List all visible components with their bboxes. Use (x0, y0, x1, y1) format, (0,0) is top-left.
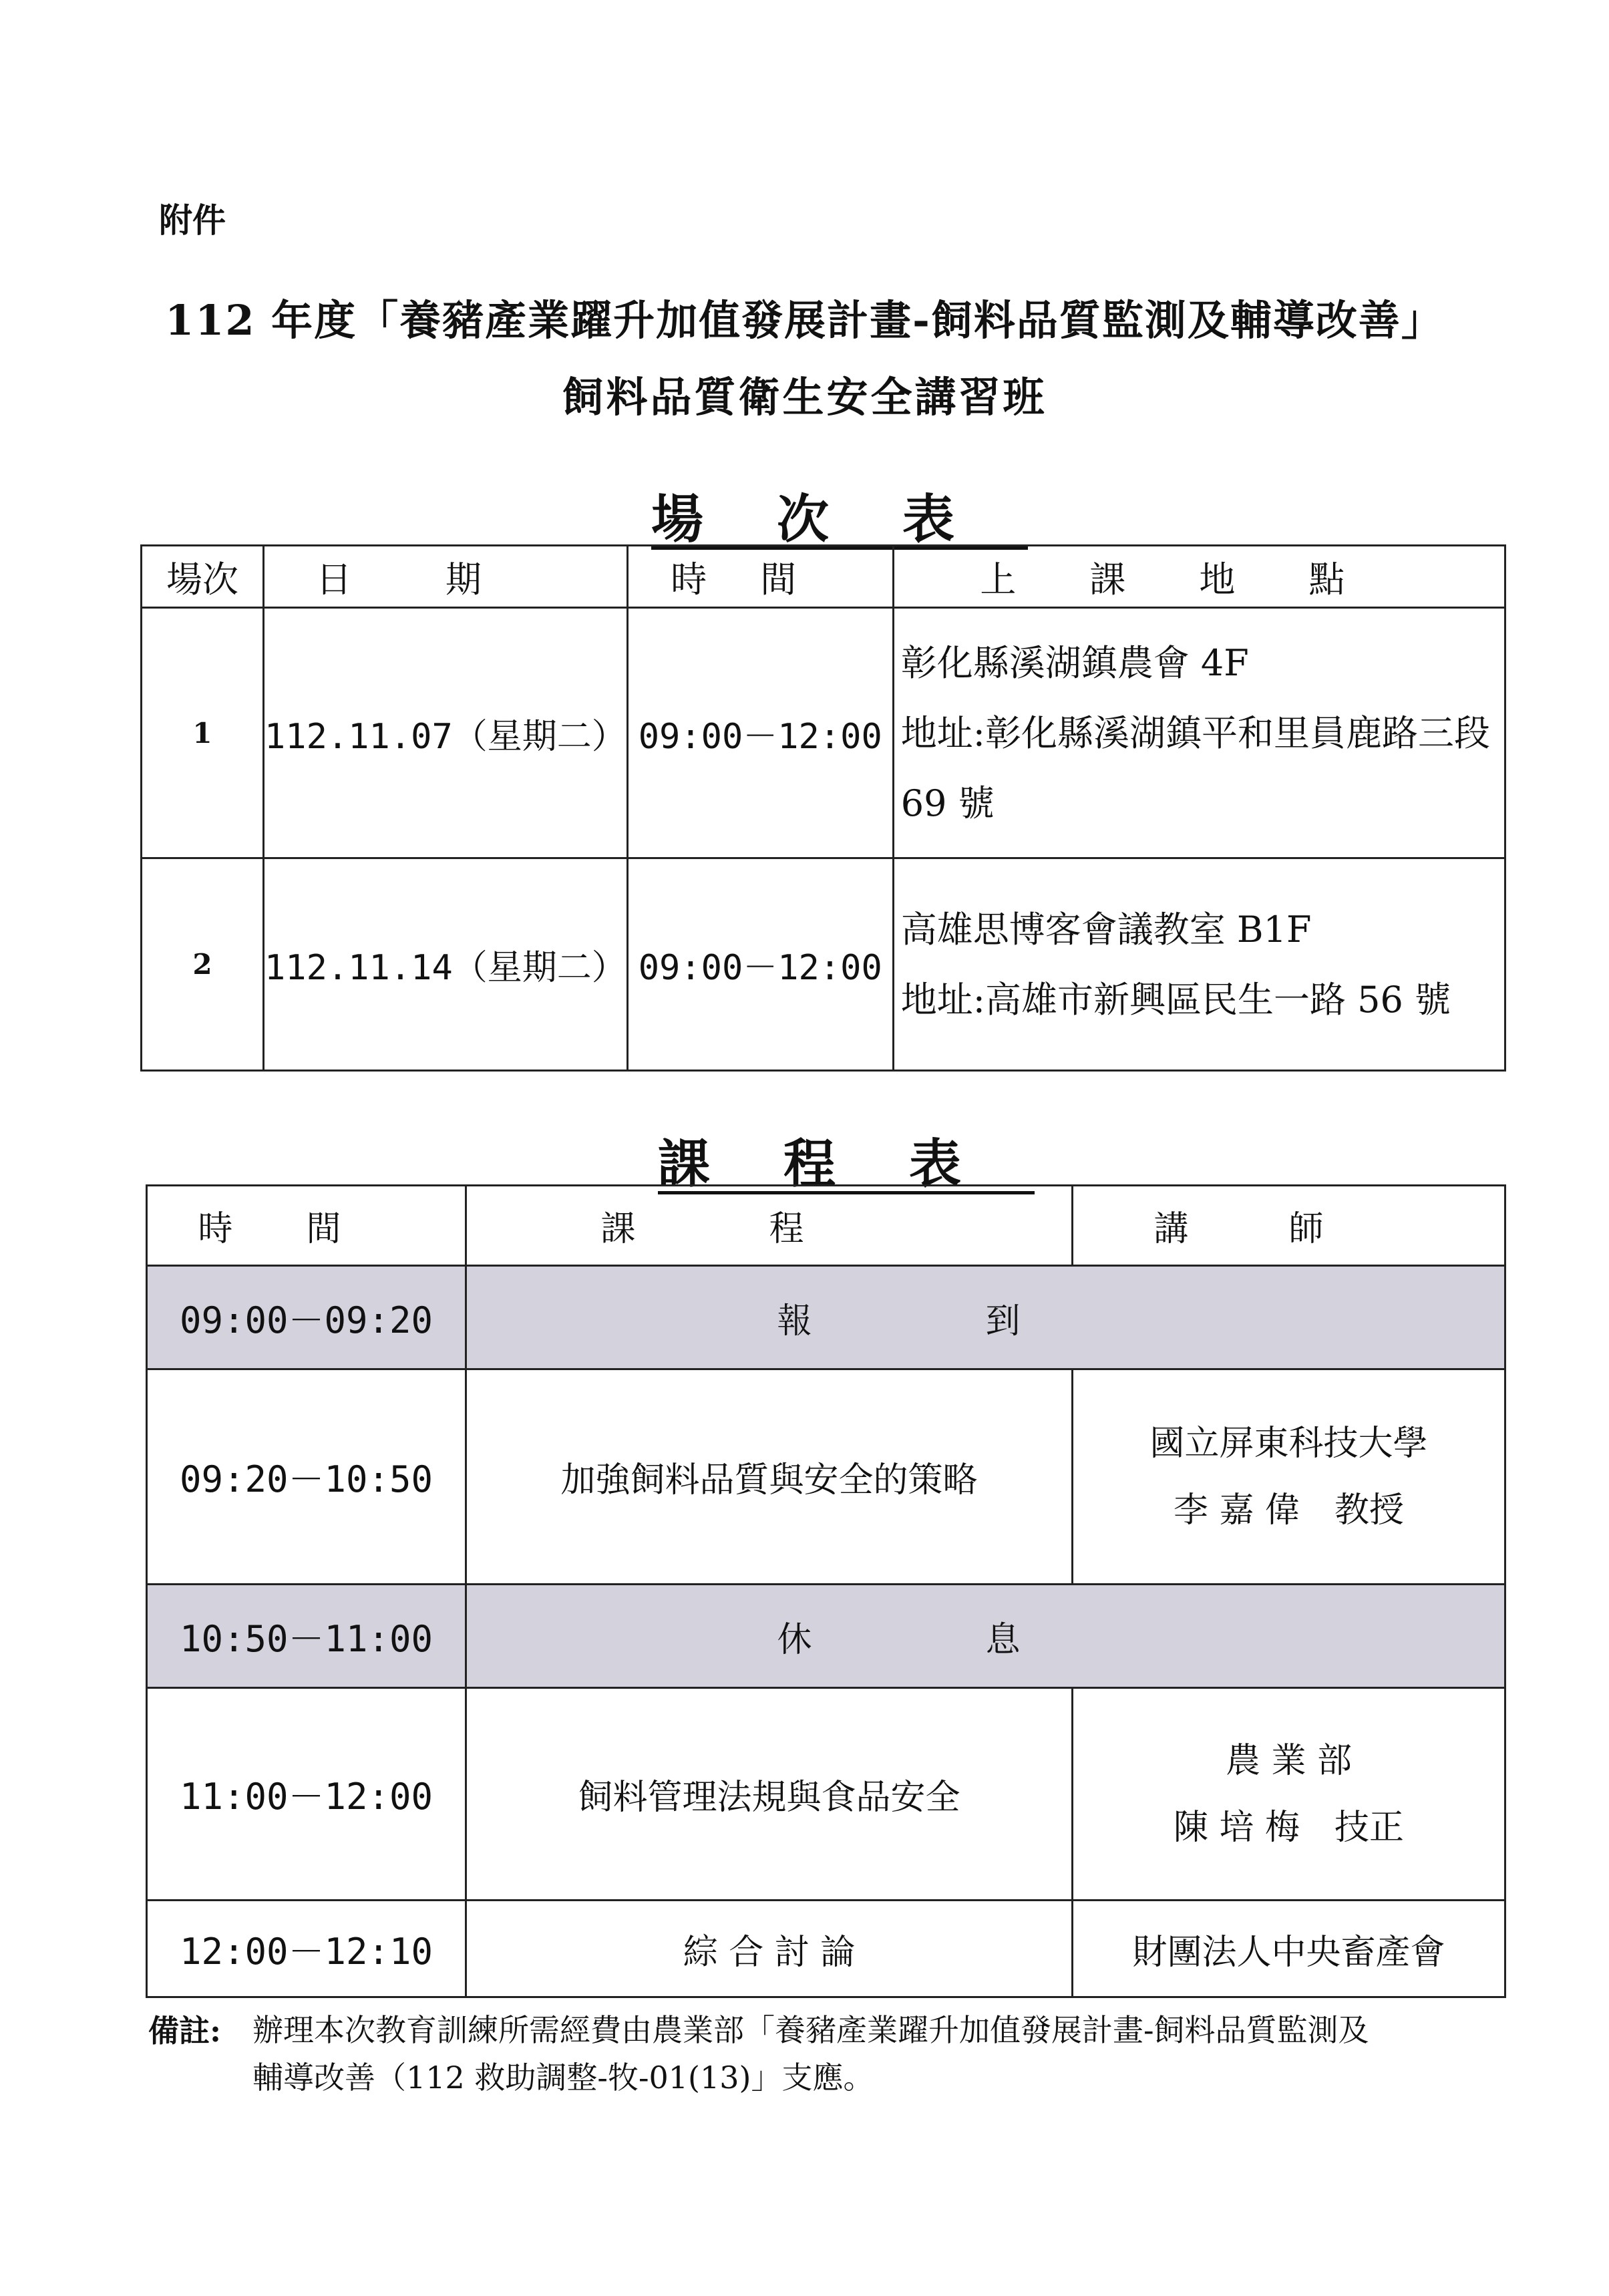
column-header: 日期 (264, 546, 628, 608)
course-time: 09:20－10:50 (147, 1369, 466, 1585)
course-title: 飼料管理法規與食品安全 (466, 1688, 1073, 1901)
course-time: 09:00－09:20 (147, 1266, 466, 1369)
course-time: 12:00－12:10 (147, 1901, 466, 1997)
table-header-row (142, 546, 1505, 608)
column-header: 場次 (142, 546, 264, 608)
document-title: 112 年度「養豬產業躍升加值發展計畫-飼料品質監測及輔導改善」 (165, 296, 1444, 345)
column-header: 時間 (627, 546, 893, 608)
instructor-name: 陳 培 梅 技正 (1173, 1807, 1405, 1848)
course-title: 報到 (466, 1266, 1505, 1369)
session-number: 1 (142, 608, 264, 858)
session-location (893, 858, 1505, 1071)
venue-name: 高雄思博客會議教室 B1F (900, 908, 1312, 951)
footnote-text-continued: 輔導改善（112 救助調整-牧-01(13)」支應。 (252, 2060, 874, 2096)
course-title: 綜 合 討 論 (466, 1901, 1073, 1997)
column-header: 時間 (147, 1186, 466, 1266)
session-location (893, 608, 1505, 858)
footnote-text: 辦理本次教育訓練所需經費由農業部「養豬產業躍升加值發展計畫-飼料品質監測及 (252, 2012, 1369, 2048)
column-header: 上課地點 (893, 546, 1505, 608)
session-time: 09:00－12:00 (627, 608, 893, 858)
course-instructor (1073, 1688, 1505, 1901)
course-table (146, 1184, 1506, 1998)
session-time: 09:00－12:00 (627, 858, 893, 1071)
table-row (147, 1585, 1505, 1688)
instructor-affiliation: 國立屏東科技大學 (1149, 1423, 1428, 1464)
table-row (147, 1369, 1505, 1585)
document-subtitle: 飼料品質衛生安全講習班 (562, 373, 1047, 422)
table-row (142, 858, 1505, 1071)
course-table-heading: 課程表 (658, 1134, 1035, 1194)
table-header-row (147, 1186, 1505, 1266)
session-number: 2 (142, 858, 264, 1071)
table-row (147, 1688, 1505, 1901)
instructor-name: 李 嘉 偉 教授 (1173, 1490, 1405, 1530)
venue-name: 彰化縣溪湖鎮農會 4F (900, 641, 1249, 684)
column-header: 講師 (1073, 1186, 1505, 1266)
course-time: 10:50－11:00 (147, 1585, 466, 1688)
table-row (147, 1266, 1505, 1369)
venue-address: 地址:彰化縣溪湖鎮平和里員鹿路三段 69 號 (900, 711, 1490, 824)
instructor-affiliation: 農 業 部 (1225, 1740, 1353, 1781)
course-title: 加強飼料品質與安全的策略 (466, 1369, 1073, 1585)
session-table-heading: 場次表 (651, 489, 1029, 550)
session-date: 112.11.07（星期二） (264, 608, 628, 858)
course-time: 11:00－12:00 (147, 1688, 466, 1901)
attachment-label: 附件 (159, 200, 226, 240)
footnote-label: 備註: (148, 2013, 221, 2049)
session-date: 112.11.14（星期二） (264, 858, 628, 1071)
course-instructor: 財團法人中央畜產會 (1073, 1901, 1505, 1997)
venue-address: 地址:高雄市新興區民生一路 56 號 (900, 978, 1451, 1021)
course-title: 休息 (466, 1585, 1505, 1688)
course-instructor (1073, 1369, 1505, 1585)
column-header: 課程 (466, 1186, 1073, 1266)
table-row (147, 1901, 1505, 1997)
session-table (140, 544, 1506, 1072)
table-row (142, 608, 1505, 858)
